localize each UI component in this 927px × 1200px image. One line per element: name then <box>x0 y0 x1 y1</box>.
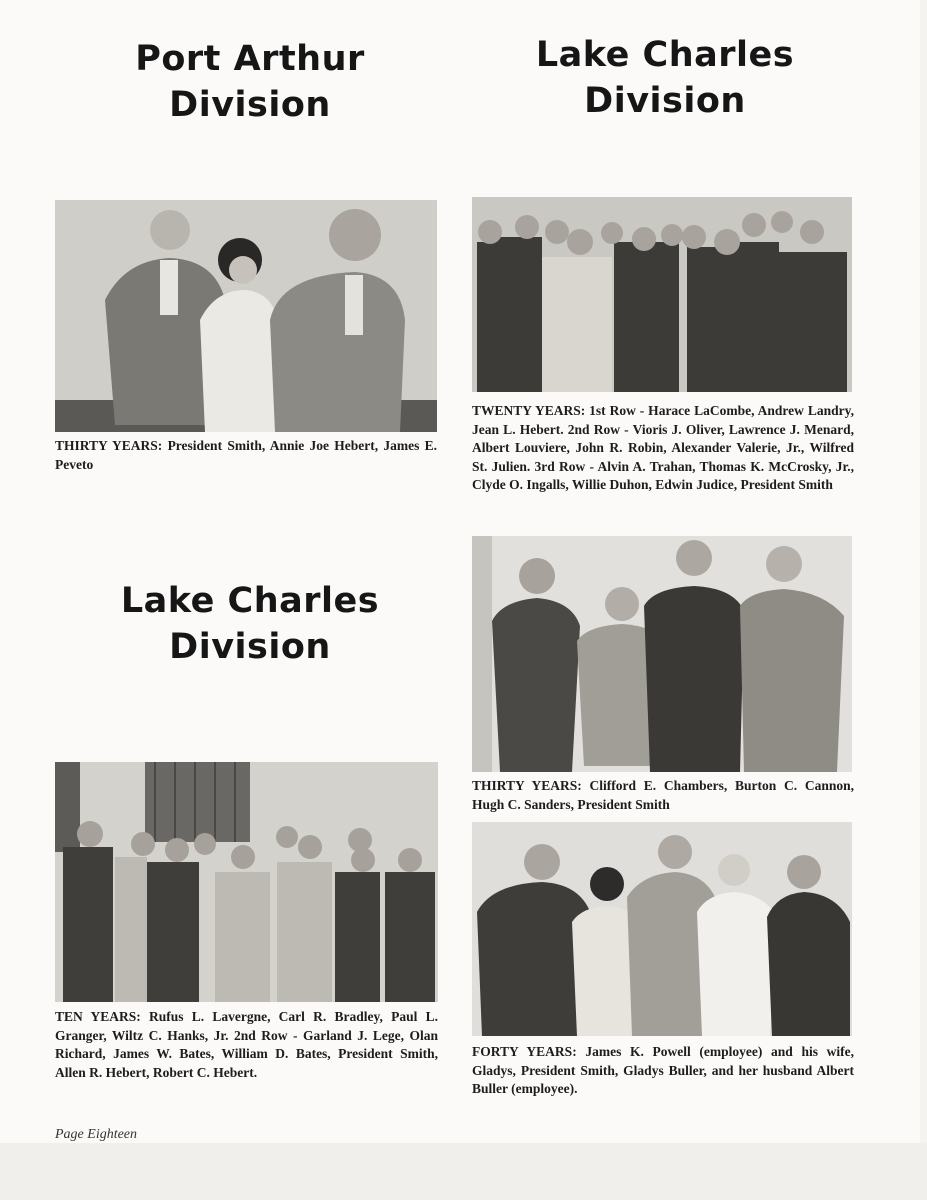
photo-thirty-years-port-arthur <box>55 200 437 432</box>
heading-lake-charles-division-left: Lake Charles Division <box>120 581 380 667</box>
heading-lake-charles-division-top: Lake Charles Division <box>535 35 795 121</box>
photo-twenty-years <box>472 197 852 392</box>
photo-thirty-years-lake-charles <box>472 536 852 772</box>
page-bottom-strip <box>0 1143 927 1200</box>
photo-ten-years <box>55 762 438 1002</box>
page-number-footer: Page Eighteen <box>55 1127 138 1142</box>
caption-twenty-years: TWENTY YEARS: 1st Row - Harace LaCombe, Andrew Landry, Jean L. Hebert. 2nd Row - Vioris J. Oliver, Lawrence J. Menard, Albert Louviere, John R. Robin, Alexander Valerie, Jr., Wilfred St. Julien. 3rd Row - Alvin A. Trahan, Thomas K. McCrosky, Jr., Clyde O. Ingalls, Willie Duhon, Edwin Judice, President Smith <box>472 403 854 492</box>
caption-thirty-years-port-arthur: THIRTY YEARS: President Smith, Annie Joe Hebert, James E. Peveto <box>55 438 437 472</box>
photo-forty-years <box>472 822 852 1036</box>
heading-port-arthur-division: Port Arthur Division <box>135 39 365 125</box>
caption-forty-years: FORTY YEARS: James K. Powell (employee) and his wife, Gladys, President Smith, Gladys Buller, and her husband Albert Buller (employee). <box>472 1044 854 1096</box>
caption-ten-years: TEN YEARS: Rufus L. Lavergne, Carl R. Bradley, Paul L. Granger, Wiltz C. Hanks, Jr. 2nd Row - Garland J. Lege, Olan Richard, James W. Bates, William D. Bates, President Smith, Allen R. Hebert, Robert C. Hebert. <box>55 1009 438 1080</box>
caption-thirty-years-lake-charles: THIRTY YEARS: Clifford E. Chambers, Burton C. Cannon, Hugh C. Sanders, President Smith <box>472 778 854 812</box>
